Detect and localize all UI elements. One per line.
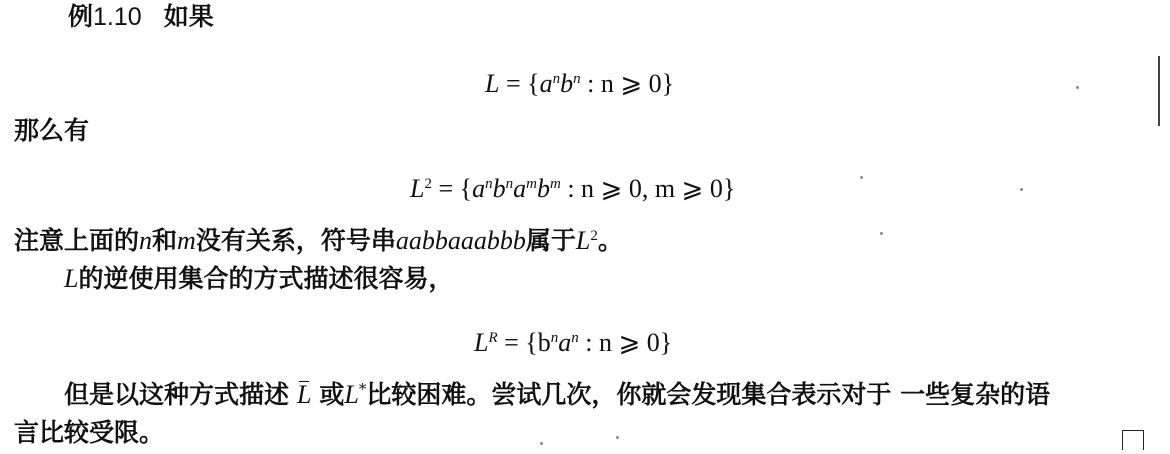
equation-l-squared bbox=[410, 174, 735, 204]
eq3-rhs-open: = {b bbox=[497, 328, 551, 357]
scan-speck bbox=[860, 176, 863, 179]
however-text-1: 但是以这种方式描述 bbox=[64, 380, 290, 409]
paragraph-reverse bbox=[64, 264, 453, 294]
eq1-a-exp: n bbox=[552, 71, 561, 87]
note-L: L bbox=[575, 226, 591, 255]
eq2-rhs-open: = { bbox=[431, 174, 473, 203]
note-text-5: 。 bbox=[597, 226, 623, 255]
scan-speck bbox=[616, 436, 619, 439]
eq2-exp3: m bbox=[526, 176, 537, 192]
star-symbol: * bbox=[358, 380, 367, 398]
eq2-b1: b bbox=[492, 174, 506, 203]
example-intro: 如果 bbox=[163, 2, 214, 31]
eq2-lhs-sup: 2 bbox=[424, 176, 432, 192]
note-m: m bbox=[177, 226, 196, 255]
paragraph-note bbox=[14, 226, 623, 256]
reverse-text: 的逆使用集合的方式描述很容易， bbox=[78, 264, 454, 293]
note-text-2: 和 bbox=[152, 226, 178, 255]
note-text-1: 注意上面的 bbox=[14, 226, 140, 255]
example-label: 例 bbox=[68, 2, 94, 31]
note-n: n bbox=[139, 226, 153, 255]
scan-speck bbox=[540, 442, 543, 445]
eq1-b-exp: n bbox=[573, 71, 581, 87]
note-L-sup: 2 bbox=[590, 228, 598, 244]
however-text-3: 比较困难。尝试几次，你就会发现集合表示对于 一些复杂的语 bbox=[366, 380, 1051, 409]
eq1-lhs: L bbox=[485, 69, 500, 98]
end-of-example-box-icon bbox=[1122, 430, 1144, 450]
eq2-exp1: n bbox=[485, 176, 493, 192]
equation-l-definition bbox=[485, 69, 674, 99]
note-text-3: 没有关系，符号串 bbox=[195, 226, 396, 255]
eq2-lhs: L bbox=[410, 174, 425, 203]
eq2-b2: b bbox=[536, 174, 550, 203]
paragraph-limited: 言比较受限。 bbox=[14, 418, 165, 447]
eq2-body: a bbox=[472, 174, 486, 203]
eq3-exp1: n bbox=[550, 330, 559, 346]
eq1-a: a bbox=[539, 69, 553, 98]
eq3-condition: : n ⩾ 0} bbox=[578, 328, 673, 357]
eq1-rhs-open: = { bbox=[499, 69, 540, 98]
eq3-lhs: L bbox=[474, 328, 489, 357]
star-L: L bbox=[344, 380, 359, 409]
example-heading bbox=[68, 2, 214, 32]
reverse-L: L bbox=[64, 264, 79, 293]
eq3-a: a bbox=[558, 328, 572, 357]
eq2-exp4: m bbox=[549, 176, 561, 192]
however-text-2: 或 bbox=[319, 380, 345, 409]
eq3-exp2: n bbox=[571, 330, 579, 346]
example-number: 1.10 bbox=[93, 3, 142, 31]
scan-speck bbox=[1076, 86, 1079, 89]
note-text-4: 属于 bbox=[525, 226, 576, 255]
scan-speck bbox=[880, 232, 883, 235]
complement-L: L bbox=[296, 380, 312, 409]
eq2-exp2: n bbox=[505, 176, 514, 192]
paragraph-however bbox=[64, 380, 1050, 410]
eq1-b: b bbox=[560, 69, 574, 98]
scan-speck bbox=[1020, 188, 1023, 191]
eq3-lhs-sup: R bbox=[488, 330, 498, 346]
note-string: aabbaaabbb bbox=[395, 226, 526, 255]
paragraph-then: 那么有 bbox=[14, 116, 90, 145]
eq1-condition: : n ⩾ 0} bbox=[580, 69, 675, 98]
eq2-condition: : n ⩾ 0, m ⩾ 0} bbox=[560, 174, 736, 203]
eq2-a2: a bbox=[513, 174, 527, 203]
scan-edge-mark bbox=[1158, 56, 1160, 126]
equation-l-reverse bbox=[474, 328, 672, 358]
